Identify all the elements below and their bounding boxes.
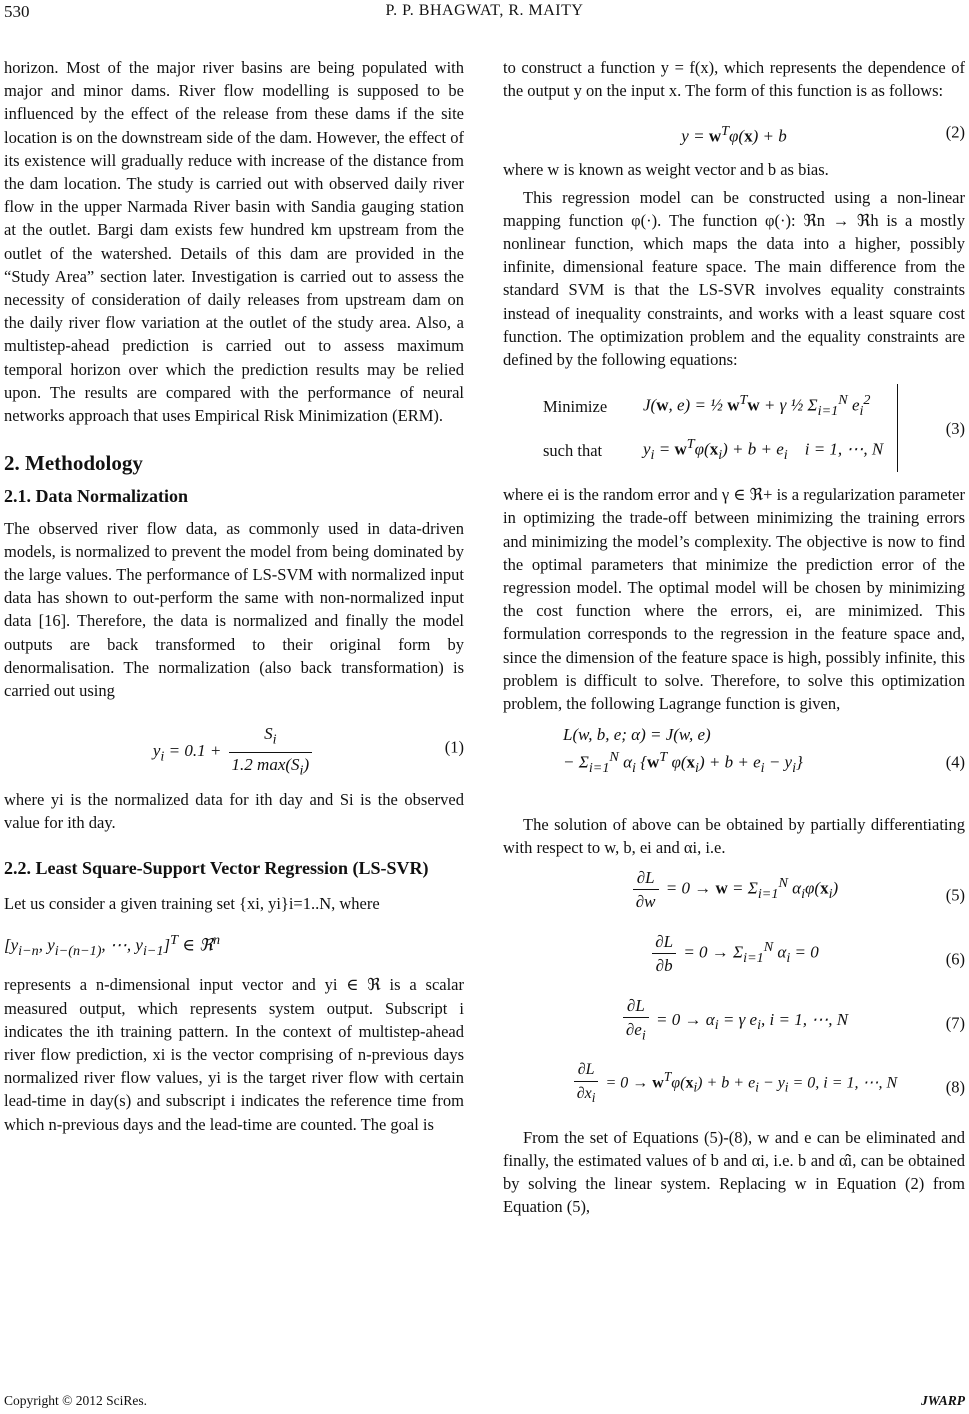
equation-5-number: (5) [945,885,965,905]
input-vector-expression: [$y_{i-n}$, $y_{i-(n-1)}$, ⋯, $y_{i-1}]^T$ ∈ ℜ$^n$ [4,932,221,960]
journal-footer: JWARP [920,1393,965,1408]
page-header [0,0,969,24]
equation-2: $y = w^T\varphi(x) + b$ (2) [681,122,965,147]
intro-paragraph: horizon. Most of the major river basins are being populated with major and minor dams. River flow modelling is supposed to be influenced by the effect of the release from these dams if the site location is on the downstream side of the dam. However, the effect of its existence will gradually reduce with increase of the distance from the dam location. The study is carried out with observed daily river flow in the upper Narmada River basin with Sandia gauging station at the outlet. Bargi dam exists few hundred km upstream from the outlet of the watershed. Details of this dam are provided in the “Study Area” section later. Investigation is carried out to assess the necessity of consideration of daily releases from upstream dam on the daily river flow variation at the outlet of the study area. Also, a multistep-ahead prediction is carried out to assess maximum temporal horizon over which the prediction results may be relied upon. The results are compared with the performance of neural networks approach that uses Empirical Risk Minimization (ERM). [4,58,464,426]
page-number: 530 [4,2,30,21]
normalization-paragraph: The observed river flow data, as commonly used in data-driven models, is normalized to prevent the model from being dominated by the large values. The performance of LS-SVM with normalized input data has shown to out-perform the same with non-normalized input data [16]. Therefore, the data is normalized and finally the model outputs are back transformed to their original form by denormalisation. The normalization (also back transformation) is carried out using [4,518,464,701]
lssvr-paragraph-1: Let us consider a given training set {xi, yi}i=1..N, where [4,893,380,913]
subsection-heading-normalization: 2.1. Data Normalization [4,486,188,507]
right-paragraph-5: The solution of above can be obtained by partially differentiating with respect to w, b, ei and αi, i.e. [503,815,965,858]
equation-8: $\frac{\partial L}{\partial x_i}$ = $0 \to w^T\varphi(x_i) + b + e_i - y_i = 0$, i = 1, ⋯, N (8) [503,1058,965,1116]
equation-1-explanation: where yi is the normalized data for ith day and Si is the observed value for ith day. [4,790,464,833]
right-paragraph-4: where ei is the random error and γ ∈ ℜ+ is a regularization parameter in optimizing the trade-off between minimizing the training errors and minimizing the model’s complexity. The objective is now to find the optimal parameters that minimize the prediction error of the regression model. The optimal model will be chosen by minimizing the cost function where the errors, ei, are minimized. This formulation corresponds to the regression in the feature space and, since the dimension of the feature space is high, possibly infinite, this problem is difficult to solve. Therefore, to solve this optimization problem, the following Lagrange function is given, [503,485,965,714]
left-column [4,56,464,1136]
lssvr-paragraph-2: represents a n-dimensional input vector and yi ∈ ℜ is a scalar measured output, which represents system output. Subscript i indicates the ith training pattern. In the context of multistep-ahead river flow prediction, xi is the vector comprising of n-previous days normalized river flow values, yi is the target river flow with certain lead-time in day(s) and subscript i indicates the reference time from which n-previous days and the lead-time are counted. The goal is [4,975,464,1134]
equation-2-number: (2) [945,122,965,142]
equation-8-number: (8) [945,1077,965,1097]
equation-4-number: (4) [945,752,965,772]
right-column [503,56,965,1218]
equation-1: $y_i = 0.1$ + $\frac{S_i}{1.2 \max(S_i)}$ (1) [152,724,464,779]
right-paragraph-2: where w is known as weight vector and b as bias. [503,160,829,180]
equation-7: $\frac{\partial L}{\partial e_i}$ = $0 \to \alpha_i = \gamma$ $e_i$, i = 1, ⋯, N (7) [503,994,965,1052]
subsection-heading-lssvr: 2.2. Least Square-Support Vector Regression (LS-SVR) [4,857,429,878]
copyright-footer: Copyright © 2012 SciRes. [4,1393,148,1408]
right-paragraph-3: This regression model can be constructed using a non-linear mapping function φ(·). The function φ(·): ℜn → ℜh is a mostly nonlinear function, which maps the data into a higher, possibly infinite, dimensional feature space. The main difference from the standard SVM is that the LS-SVR involves equality constraints instead of inequality constraints, and works with a least square cost function. The optimization problem and the equality constraints are defined by the following equations: [503,187,965,370]
equation-1-number: (1) [444,737,464,757]
such-that-label: such that [543,440,603,460]
equation-4: L(w, b, e; α) = J(w, e) − $\Sigma_{i=1}^N$ $\alpha_i$ {$w^T$ $\varphi(x_i) + b + e_i - y_i$} (4) [563,725,965,777]
minimize-label: Minimize [543,396,608,416]
equation-3-number: (3) [945,418,965,438]
equation-6-number: (6) [945,949,965,969]
section-heading-methodology: 2. Methodology [4,451,143,476]
right-paragraph-6: From the set of Equations (5)-(8), w and e can be eliminated and finally, the estimated values of b and αi, i.e. b and α̂i, can be obtained by solving the linear system. Replacing w in Equation (2) from Equation (5), [503,1127,965,1217]
equation-7-number: (7) [945,1013,965,1033]
equation-5: $\frac{\partial L}{\partial w}$ = $0 \to w = \Sigma_{i=1}^N$ $\alpha_i\varphi(x_i)$ (5) [503,866,965,924]
equation-3: Minimize J(w, e) = ½ $w^Tw + \gamma$ ½ $\Sigma_{i=1}^N$ $e_i^2$ such that $y_i = w^T\varphi(x_i) + b + e_i$ i = 1, ⋯, N (3) [503,381,965,475]
equation-6: $\frac{\partial L}{\partial b}$ = $0 \to \Sigma_{i=1}^N$ $\alpha_i = 0$ (6) [503,930,965,988]
right-paragraph-1: to construct a function y = f(x), which represents the dependence of the output y on the input x. The form of this function is as follows: [503,58,965,101]
running-head: P. P. BHAGWAT, R. MAITY [385,2,584,19]
